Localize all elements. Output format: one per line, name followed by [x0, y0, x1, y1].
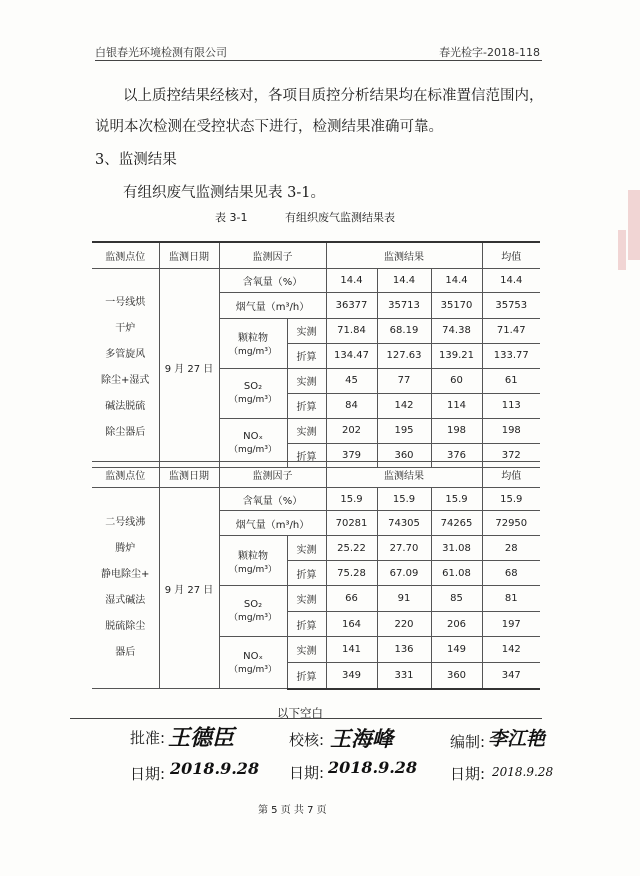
mean-cell: 71.47: [482, 318, 540, 343]
converted-label: 折算: [287, 393, 326, 418]
converted-label: 折算: [287, 343, 326, 368]
measured-label: 实测: [287, 586, 326, 612]
value-cell: 91: [377, 586, 431, 612]
value-cell: 149: [431, 637, 482, 663]
mean-cell: 113: [482, 393, 540, 418]
date-cell: 9 月 27 日: [159, 268, 219, 467]
mean-cell: 35753: [482, 292, 540, 318]
header-result: 监测结果: [326, 462, 482, 488]
table-header-row: [92, 462, 540, 488]
check-date-label: 日期:: [289, 764, 325, 782]
value-cell: 61.08: [431, 561, 482, 586]
mean-cell: 347: [482, 663, 540, 689]
below-table-note: 以下空白: [277, 706, 323, 720]
value-cell: 127.63: [377, 343, 431, 368]
factor-flow: 烟气量（m³/h）: [219, 292, 326, 318]
value-cell: 206: [431, 612, 482, 637]
mean-cell: 15.9: [482, 488, 540, 511]
table-caption: [215, 209, 429, 225]
compile-label: 编制:: [450, 733, 486, 751]
value-cell: 31.08: [431, 536, 482, 561]
value-cell: 84: [326, 393, 377, 418]
value-cell: 360: [377, 443, 431, 467]
factor-o2: 含氧量（%）: [219, 488, 326, 511]
compile-date: 2018.9.28: [492, 765, 554, 779]
table-row: [92, 268, 540, 292]
compile-date-label: 日期:: [450, 765, 486, 783]
measured-label: 实测: [287, 637, 326, 663]
converted-label: 折算: [287, 612, 326, 637]
header-date: 监测日期: [159, 462, 219, 488]
measured-label: 实测: [287, 318, 326, 343]
value-cell: 71.84: [326, 318, 377, 343]
approve-signature: 王德臣: [168, 725, 235, 751]
value-cell: 60: [431, 368, 482, 393]
value-cell: 114: [431, 393, 482, 418]
value-cell: 15.9: [377, 488, 431, 511]
value-cell: 15.9: [326, 488, 377, 511]
value-cell: 74305: [377, 511, 431, 536]
converted-label: 折算: [287, 561, 326, 586]
value-cell: 70281: [326, 511, 377, 536]
page-footer: 第 5 页 共 7 页: [258, 805, 327, 816]
header-factor: 监测因子: [219, 242, 326, 268]
factor-nox: NOₓ （mg/m³）: [219, 637, 287, 689]
header-site: 监测点位: [92, 242, 159, 268]
stamp-edge-mark: [618, 230, 626, 270]
converted-label: 折算: [287, 443, 326, 467]
body-paragraph: 说明本次检测在受控状态下进行，检测结果准确可靠。: [95, 119, 443, 135]
mean-cell: 372: [482, 443, 540, 467]
company-name: 白银春光环境检测有限公司: [95, 46, 227, 59]
value-cell: 198: [431, 418, 482, 443]
factor-pm: 颗粒物 （mg/m³）: [219, 318, 287, 368]
value-cell: 376: [431, 443, 482, 467]
signature-rule: [70, 718, 542, 719]
value-cell: 74.38: [431, 318, 482, 343]
header-site: 监测点位: [92, 462, 159, 488]
value-cell: 14.4: [431, 268, 482, 292]
header-mean: 均值: [482, 462, 540, 488]
mean-cell: 133.77: [482, 343, 540, 368]
table-number: 表 3-1: [215, 211, 248, 224]
mean-cell: 197: [482, 612, 540, 637]
approve-date-label: 日期:: [130, 765, 166, 783]
measured-label: 实测: [287, 536, 326, 561]
mean-cell: 81: [482, 586, 540, 612]
stamp-edge-mark: [628, 190, 640, 260]
factor-pm: 颗粒物 （mg/m³）: [219, 536, 287, 586]
value-cell: 68.19: [377, 318, 431, 343]
value-cell: 360: [431, 663, 482, 689]
value-cell: 139.21: [431, 343, 482, 368]
measured-label: 实测: [287, 368, 326, 393]
mean-cell: 72950: [482, 511, 540, 536]
value-cell: 85: [431, 586, 482, 612]
mean-cell: 68: [482, 561, 540, 586]
mean-cell: 14.4: [482, 268, 540, 292]
factor-nox: NOₓ （mg/m³）: [219, 418, 287, 467]
value-cell: 331: [377, 663, 431, 689]
compile-signature: 李江艳: [488, 728, 546, 750]
value-cell: 134.47: [326, 343, 377, 368]
check-date: 2018.9.28: [328, 758, 418, 777]
table-title: 有组织废气监测结果表: [284, 211, 395, 224]
value-cell: 14.4: [377, 268, 431, 292]
value-cell: 349: [326, 663, 377, 689]
document-number: 春光检字-2018-118: [439, 46, 540, 59]
monitoring-table-1: [92, 241, 540, 468]
value-cell: 164: [326, 612, 377, 637]
header-rule: [95, 60, 542, 61]
value-cell: 66: [326, 586, 377, 612]
header-date: 监测日期: [159, 242, 219, 268]
value-cell: 45: [326, 368, 377, 393]
value-cell: 379: [326, 443, 377, 467]
site-cell: 一号线烘 干炉 多管旋风 除尘+湿式 碱法脱硫 除尘器后: [92, 268, 159, 467]
factor-flow: 烟气量（m³/h）: [219, 511, 326, 536]
factor-so2: SO₂ （mg/m³）: [219, 586, 287, 637]
value-cell: 25.22: [326, 536, 377, 561]
factor-so2: SO₂ （mg/m³）: [219, 368, 287, 418]
table-header-row: [92, 242, 540, 268]
mean-cell: 28: [482, 536, 540, 561]
value-cell: 141: [326, 637, 377, 663]
value-cell: 35170: [431, 292, 482, 318]
factor-o2: 含氧量（%）: [219, 268, 326, 292]
section-heading: 3、监测结果: [95, 152, 177, 168]
value-cell: 77: [377, 368, 431, 393]
body-paragraph: 以上质控结果经核对，各项目质控分析结果均在标准置信范围内，: [123, 88, 544, 104]
value-cell: 195: [377, 418, 431, 443]
mean-cell: 142: [482, 637, 540, 663]
value-cell: 15.9: [431, 488, 482, 511]
converted-label: 折算: [287, 663, 326, 689]
header-factor: 监测因子: [219, 462, 326, 488]
header-mean: 均值: [482, 242, 540, 268]
value-cell: 35713: [377, 292, 431, 318]
approve-label: 批准:: [130, 729, 166, 747]
measured-label: 实测: [287, 418, 326, 443]
value-cell: 142: [377, 393, 431, 418]
value-cell: 74265: [431, 511, 482, 536]
value-cell: 67.09: [377, 561, 431, 586]
check-signature: 王海峰: [330, 726, 393, 751]
check-label: 校核:: [289, 731, 325, 749]
value-cell: 36377: [326, 292, 377, 318]
value-cell: 136: [377, 637, 431, 663]
site-cell: 二号线沸 腾炉 静电除尘+ 湿式碱法 脱硫除尘 器后: [92, 488, 159, 689]
value-cell: 75.28: [326, 561, 377, 586]
header-result: 监测结果: [326, 242, 482, 268]
value-cell: 202: [326, 418, 377, 443]
body-paragraph: 有组织废气监测结果见表 3-1。: [123, 185, 325, 201]
table-row: [92, 488, 540, 511]
value-cell: 27.70: [377, 536, 431, 561]
mean-cell: 198: [482, 418, 540, 443]
mean-cell: 61: [482, 368, 540, 393]
approve-date: 2018.9.28: [170, 759, 260, 778]
monitoring-table-2: [92, 461, 540, 690]
value-cell: 220: [377, 612, 431, 637]
date-cell: 9 月 27 日: [159, 488, 219, 689]
value-cell: 14.4: [326, 268, 377, 292]
